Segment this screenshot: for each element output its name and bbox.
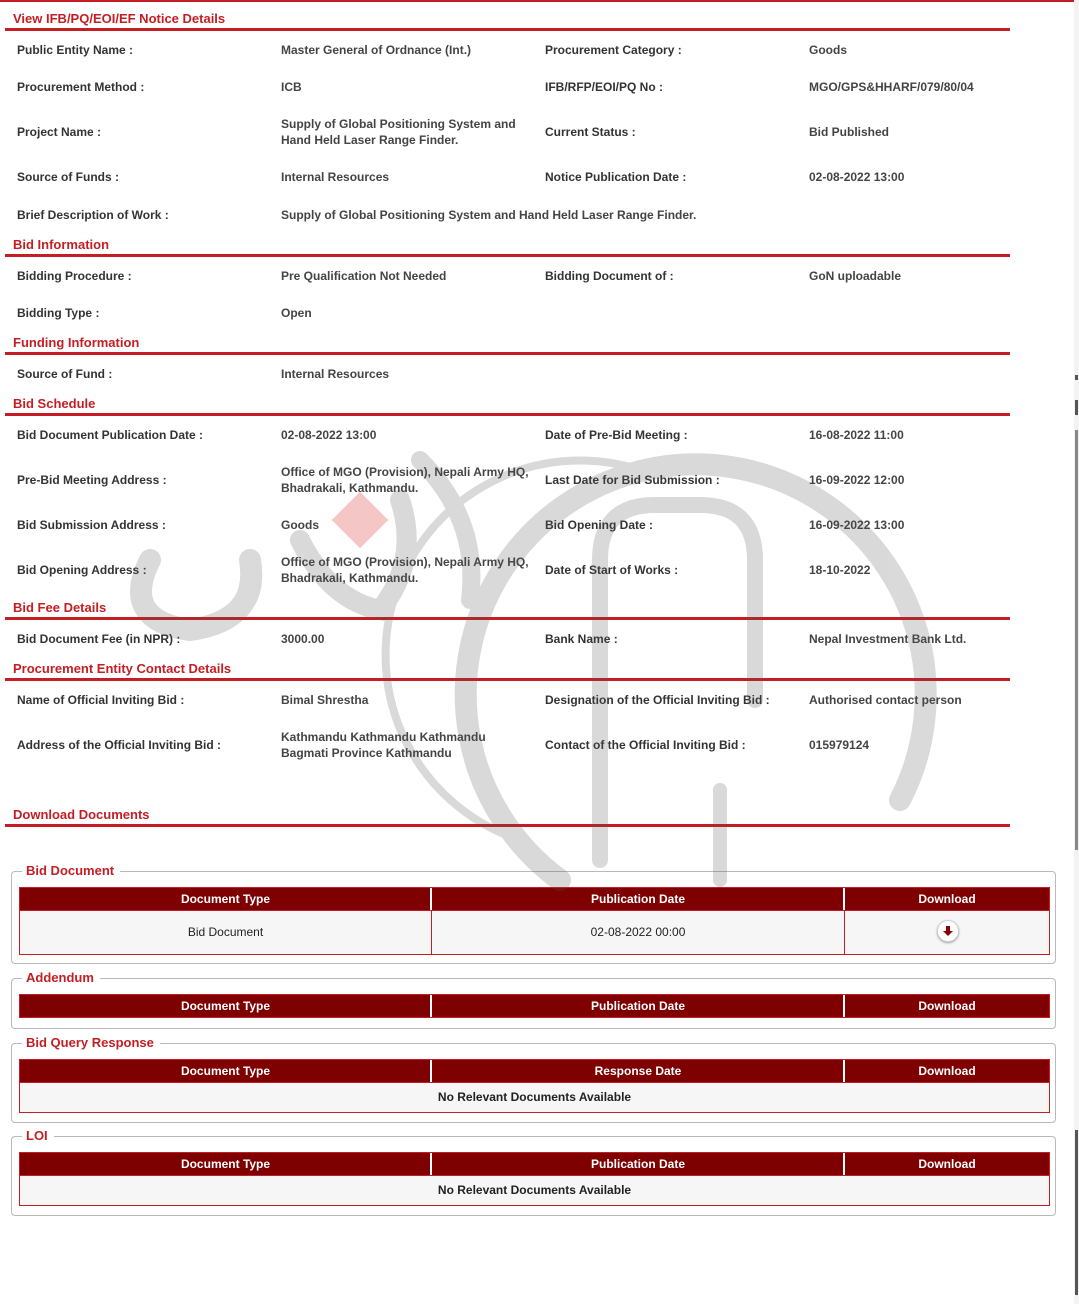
opening-address-value: Office of MGO (Provision), Nepali Army HQ, Bhadrakali, Kathmandu. xyxy=(281,555,529,585)
official-address-value: Kathmandu Kathmandu Kathmandu Bagmati Province Kathmandu xyxy=(281,730,486,760)
bidding-procedure-label: Bidding Procedure : xyxy=(17,269,132,283)
col-publication-date: Publication Date xyxy=(590,999,685,1013)
pre-bid-meeting-date-value: 16-08-2022 11:00 xyxy=(809,428,904,442)
loi-table-header xyxy=(19,1152,1050,1176)
start-of-works-value: 18-10-2022 xyxy=(809,563,871,577)
procurement-category-value: Goods xyxy=(809,43,847,57)
doc-publication-date-value: 02-08-2022 13:00 xyxy=(281,428,377,442)
bidding-type-value: Open xyxy=(281,306,312,320)
col-download: Download xyxy=(918,1157,976,1171)
public-entity-name-value: Master General of Ordnance (Int.) xyxy=(281,43,472,57)
section-divider xyxy=(5,678,1010,681)
bid-query-table-header xyxy=(19,1059,1050,1083)
loi-fieldset xyxy=(11,1128,1056,1216)
notice-publication-date-label: Notice Publication Date : xyxy=(545,170,687,184)
procurement-method-value: ICB xyxy=(281,80,302,94)
column-separator xyxy=(844,911,845,954)
loi-legend: LOI xyxy=(22,1128,54,1143)
pre-bid-meeting-date-label: Date of Pre-Bid Meeting : xyxy=(545,428,688,442)
current-status-value: Bid Published xyxy=(809,125,890,139)
scrollbar-thumb[interactable] xyxy=(1075,1130,1078,1295)
designation-label: Designation of the Official Inviting Bid : xyxy=(545,693,770,707)
top-border xyxy=(0,0,1079,2)
section-divider xyxy=(5,413,1010,416)
official-name-label: Name of Official Inviting Bid : xyxy=(17,693,185,707)
official-contact-label: Contact of the Official Inviting Bid : xyxy=(545,738,746,752)
opening-address-label: Bid Opening Address : xyxy=(17,563,147,577)
col-publication-date: Publication Date xyxy=(590,892,685,906)
bid-document-legend: Bid Document xyxy=(22,863,120,878)
section-divider xyxy=(5,824,1010,827)
current-status-label: Current Status : xyxy=(545,125,636,139)
section-divider xyxy=(5,28,1010,31)
bid-query-response-legend: Bid Query Response xyxy=(22,1035,160,1050)
section-divider xyxy=(5,352,1010,355)
addendum-table-header xyxy=(19,994,1050,1018)
notice-publication-date-value: 02-08-2022 13:00 xyxy=(809,170,905,184)
submission-address-value: Goods xyxy=(281,518,319,532)
official-address-label: Address of the Official Inviting Bid : xyxy=(17,738,222,752)
pre-bid-meeting-address-label: Pre-Bid Meeting Address : xyxy=(17,473,167,487)
table-row xyxy=(19,911,1050,955)
bid-fee-title: Bid Fee Details xyxy=(13,600,107,615)
addendum-legend: Addendum xyxy=(22,970,100,985)
designation-value: Authorised contact person xyxy=(809,693,962,707)
bidding-document-of-value: GoN uploadable xyxy=(809,269,902,283)
col-document-type: Document Type xyxy=(180,1157,271,1171)
bidding-type-label: Bidding Type : xyxy=(17,306,100,320)
bidding-document-of-label: Bidding Document of : xyxy=(545,269,674,283)
doc-publication-date-label: Bid Document Publication Date : xyxy=(17,428,204,442)
opening-date-value: 16-09-2022 13:00 xyxy=(809,518,905,532)
section-divider xyxy=(5,617,1010,620)
brief-description-label: Brief Description of Work : xyxy=(17,208,169,222)
bid-query-response-fieldset xyxy=(11,1035,1056,1123)
scrollbar-thumb[interactable] xyxy=(1075,400,1078,415)
ifb-no-value: MGO/GPS&HHARF/079/80/04 xyxy=(809,80,974,94)
download-arrow-icon xyxy=(941,924,955,938)
col-download: Download xyxy=(918,892,976,906)
no-documents-message: No Relevant Documents Available xyxy=(437,1183,632,1197)
last-submission-date-label: Last Date for Bid Submission : xyxy=(545,473,720,487)
submission-address-label: Bid Submission Address : xyxy=(17,518,166,532)
official-name-value: Bimal Shrestha xyxy=(281,693,369,707)
opening-date-label: Bid Opening Date : xyxy=(545,518,653,532)
section-divider xyxy=(5,254,1010,257)
start-of-works-label: Date of Start of Works : xyxy=(545,563,679,577)
scrollbar-track-segment[interactable] xyxy=(1075,430,1078,850)
contact-details-title: Procurement Entity Contact Details xyxy=(13,661,232,676)
brief-description-value: Supply of Global Positioning System and Hand Held Laser Range Finder. xyxy=(281,208,697,222)
col-response-date: Response Date xyxy=(594,1064,682,1078)
col-document-type: Document Type xyxy=(180,999,271,1013)
table-row xyxy=(19,1176,1050,1206)
addendum-fieldset xyxy=(11,970,1056,1029)
no-documents-message: No Relevant Documents Available xyxy=(437,1090,632,1104)
official-contact-value: 015979124 xyxy=(809,738,870,752)
download-icon[interactable] xyxy=(937,920,959,942)
source-of-funds-label: Source of Funds : xyxy=(17,170,119,184)
source-of-fund-label: Source of Fund : xyxy=(17,367,113,381)
table-row xyxy=(19,1083,1050,1113)
last-submission-date-value: 16-09-2022 12:00 xyxy=(809,473,905,487)
bid-fee-label: Bid Document Fee (in NPR) : xyxy=(17,632,181,646)
download-documents-title: Download Documents xyxy=(13,807,150,822)
source-of-funds-value: Internal Resources xyxy=(281,170,390,184)
bid-document-table-header xyxy=(19,887,1050,911)
public-entity-name-label: Public Entity Name : xyxy=(17,43,134,57)
notice-details-title: View IFB/PQ/EOI/EF Notice Details xyxy=(13,11,226,26)
col-publication-date: Publication Date xyxy=(590,1157,685,1171)
ifb-no-label: IFB/RFP/EOI/PQ No : xyxy=(545,80,664,94)
bid-information-title: Bid Information xyxy=(13,237,110,252)
source-of-fund-value: Internal Resources xyxy=(281,367,390,381)
procurement-method-label: Procurement Method : xyxy=(17,80,145,94)
procurement-category-label: Procurement Category : xyxy=(545,43,682,57)
bid-fee-value: 3000.00 xyxy=(281,632,325,646)
project-name-value: Supply of Global Positioning System and Hand Held Laser Range Finder. xyxy=(281,117,516,147)
row-document-type: Bid Document xyxy=(187,925,264,939)
funding-information-title: Funding Information xyxy=(13,335,140,350)
row-publication-date: 02-08-2022 00:00 xyxy=(590,925,686,939)
bid-document-fieldset xyxy=(11,863,1056,964)
col-document-type: Document Type xyxy=(180,1064,271,1078)
bidding-procedure-value: Pre Qualification Not Needed xyxy=(281,269,447,283)
bank-name-value: Nepal Investment Bank Ltd. xyxy=(809,632,967,646)
bank-name-label: Bank Name : xyxy=(545,632,618,646)
col-document-type: Document Type xyxy=(180,892,271,906)
vertical-scrollbar[interactable] xyxy=(1074,0,1079,1304)
scrollbar-thumb[interactable] xyxy=(1075,375,1078,380)
col-download: Download xyxy=(918,999,976,1013)
project-name-label: Project Name : xyxy=(17,125,102,139)
col-download: Download xyxy=(918,1064,976,1078)
bid-schedule-title: Bid Schedule xyxy=(13,396,96,411)
pre-bid-meeting-address-value: Office of MGO (Provision), Nepali Army HQ, Bhadrakali, Kathmandu. xyxy=(281,465,529,495)
